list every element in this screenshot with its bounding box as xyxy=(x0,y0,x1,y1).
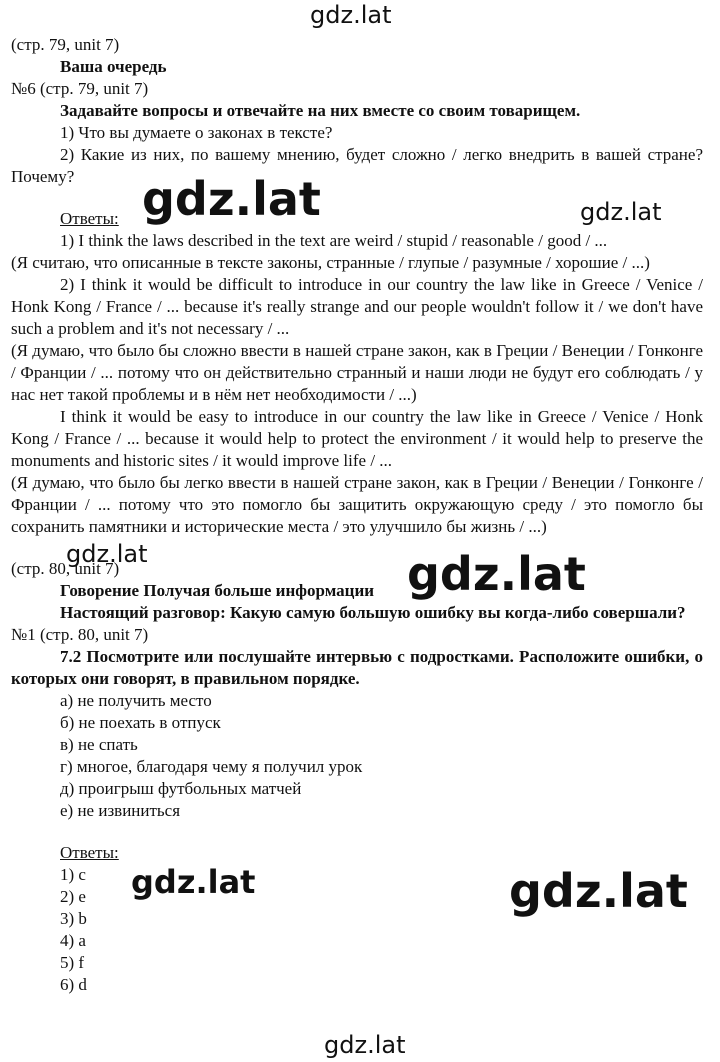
answer-3: I think it would be easy to introduce in our country the law like in Greece / Venice / Honk Kong / France / ... because it would help to protect the environment / it would help to preserve the monuments and historic sites / it would improve life / ... xyxy=(11,407,703,470)
list-item: в) не спать xyxy=(60,735,138,754)
answer-2: 2) I think it would be difficult to introduce in our country the law like in Greece / Venice / Honk Kong / France / ... because it's really strange and our people wouldn't follow it / we don't have such a problem and it's not necessary / ... xyxy=(11,275,703,338)
answer-item: 3) b xyxy=(60,909,87,928)
watermark-lower-left: gdz.lat xyxy=(127,866,259,898)
list-item: б) не поехать в отпуск xyxy=(60,713,221,732)
list-item: г) многое, благодаря чему я получил урок xyxy=(60,757,363,776)
answers-label: Ответы: xyxy=(60,843,119,862)
answer-3-translation: (Я думаю, что было бы легко ввести в нашей стране закон, как в Греции / Венеции / Гонконге / Франции / ... потому что это помогло бы защитить окружающую среду / это помогло бы сохранить памятники и исторические места / это улучшило бы жизнь / ...) xyxy=(11,473,703,536)
question-1: 1) Что вы думаете о законах в тексте? xyxy=(60,123,333,142)
section-mistakes xyxy=(11,558,703,996)
answer-2-translation: (Я думаю, что было бы сложно ввести в нашей стране закон, как в Греции / Венеции / Гонконге / Франции / ... потому что он действительно странный и наши люди не будут его соблюдать / у нас нет такой проблемы и в нём нет необходимости / ...) xyxy=(11,341,703,404)
watermark-left: gdz.lat xyxy=(66,540,148,568)
watermark-top: gdz.lat xyxy=(310,1,392,29)
section-laws xyxy=(11,34,703,538)
watermark-large-2: gdz.lat xyxy=(403,551,590,597)
answer-item: 1) c xyxy=(60,865,86,884)
section-subheading: Настоящий разговор: Какую самую большую ошибку вы когда-либо совершали? xyxy=(60,603,686,622)
section-heading: Говорение Получая больше информации xyxy=(60,581,375,600)
question-2: 2) Какие из них, по вашему мнению, будет сложно / легко внедрить в вашей стране? Почему? xyxy=(11,145,703,186)
document-body xyxy=(11,34,703,996)
answer-1-translation: (Я считаю, что описанные в тексте законы, странные / глупые / разумные / хорошие / ...) xyxy=(11,253,650,272)
section-heading: Ваша очередь xyxy=(60,57,167,76)
watermark-right: gdz.lat xyxy=(580,198,662,226)
answer-item: 2) e xyxy=(60,887,86,906)
answer-item: 6) d xyxy=(60,975,87,994)
watermark-large-3: gdz.lat xyxy=(509,864,688,918)
answer-item: 5) f xyxy=(60,953,85,972)
task-instruction: Задавайте вопросы и отвечайте на них вместе со своим товарищем. xyxy=(60,101,581,120)
answers-label: Ответы: xyxy=(60,209,119,228)
list-item: е) не извиниться xyxy=(60,801,181,820)
answer-item: 4) a xyxy=(60,931,86,950)
watermark-large-1: gdz.lat xyxy=(142,172,321,226)
page-reference: (стр. 79, unit 7) xyxy=(11,35,120,54)
list-item: а) не получить место xyxy=(60,691,212,710)
answer-1: 1) I think the laws described in the text are weird / stupid / reasonable / good / ... xyxy=(60,231,608,250)
task-reference: №6 (стр. 79, unit 7) xyxy=(11,79,149,98)
list-item: д) проигрыш футбольных матчей xyxy=(60,779,302,798)
task-instruction: 7.2 Посмотрите или послушайте интервью с подростками. Расположите ошибки, о которых они говорят, в правильном порядке. xyxy=(11,647,703,688)
task-reference: №1 (стр. 80, unit 7) xyxy=(11,625,149,644)
page-reference: (стр. 80, unit 7) xyxy=(11,559,120,578)
watermark-bottom: gdz.lat xyxy=(324,1031,406,1059)
